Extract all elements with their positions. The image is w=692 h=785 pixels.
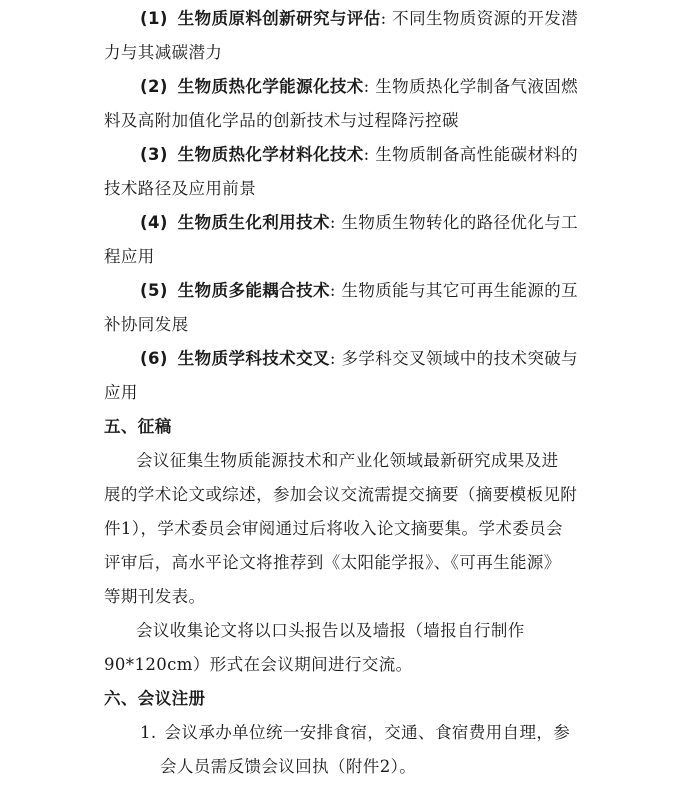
list-item — [140, 8, 578, 30]
paragraph-line: 展的学术论文或综述，参加会议交流需提交摘要（摘要模板见附 — [104, 485, 578, 504]
paragraph-line: 会议征集生物质能源技术和产业化领域最新研究成果及进 — [136, 451, 559, 470]
item-description-continued: 力与其减碳潜力 — [104, 43, 223, 62]
list-item — [140, 76, 578, 98]
item-description-continued: 补协同发展 — [104, 315, 189, 334]
item-description-continued: 程应用 — [104, 247, 155, 266]
item-description: : 生物质制备高性能碳材料的 — [363, 145, 579, 164]
list-text: 会议承办单位统一安排食宿，交通、食宿费用自理，参 — [164, 723, 571, 742]
item-description-continued: 技术路径及应用前景 — [104, 179, 257, 198]
item-number: (1) — [140, 9, 168, 28]
item-number: (4) — [140, 213, 168, 232]
list-item — [140, 280, 578, 302]
item-title: 生物质生化利用技术 — [177, 213, 330, 232]
item-number: (6) — [140, 349, 168, 368]
numbered-list-item — [140, 722, 570, 744]
list-number: 1. — [140, 723, 157, 742]
paragraph-line: 会议收集论文将以口头报告以及墙报（墙报自行制作 — [136, 621, 525, 640]
item-number: (3) — [140, 145, 168, 164]
item-number: (2) — [140, 77, 168, 96]
item-description: : 生物质热化学制备气液固燃 — [363, 77, 579, 96]
paragraph-line: 件1），学术委员会审阅通过后将收入论文摘要集。学术委员会 — [104, 519, 563, 538]
item-description-continued: 应用 — [104, 383, 138, 402]
item-description: : 不同生物质资源的开发潜 — [380, 9, 579, 28]
item-description-continued: 料及高附加值化学品的创新技术与过程降污控碳 — [104, 111, 459, 130]
item-description: : 生物质生物转化的路径优化与工 — [329, 213, 579, 232]
item-description: : 生物质能与其它可再生能源的互 — [329, 281, 579, 300]
list-item — [140, 144, 578, 166]
list-item — [140, 348, 578, 370]
item-title: 生物质原料创新研究与评估 — [177, 9, 381, 28]
list-text-continued: 会人员需反馈会议回执（附件2）。 — [160, 757, 417, 776]
item-title: 生物质热化学能源化技术 — [177, 77, 364, 96]
item-number: (5) — [140, 281, 168, 300]
item-description: : 多学科交叉领域中的技术突破与 — [329, 349, 579, 368]
paragraph-line: 等期刊发表。 — [104, 587, 206, 606]
section-heading: 五、征稿 — [104, 417, 172, 436]
item-title: 生物质热化学材料化技术 — [177, 145, 364, 164]
paragraph-line: 评审后，高水平论文将推荐到《太阳能学报》、《可再生能源》 — [104, 553, 561, 572]
item-title: 生物质多能耦合技术 — [177, 281, 330, 300]
section-heading: 六、会议注册 — [104, 689, 206, 708]
list-item — [140, 212, 578, 234]
paragraph-line: 90*120cm）形式在会议期间进行交流。 — [104, 655, 413, 674]
item-title: 生物质学科技术交叉 — [177, 349, 330, 368]
